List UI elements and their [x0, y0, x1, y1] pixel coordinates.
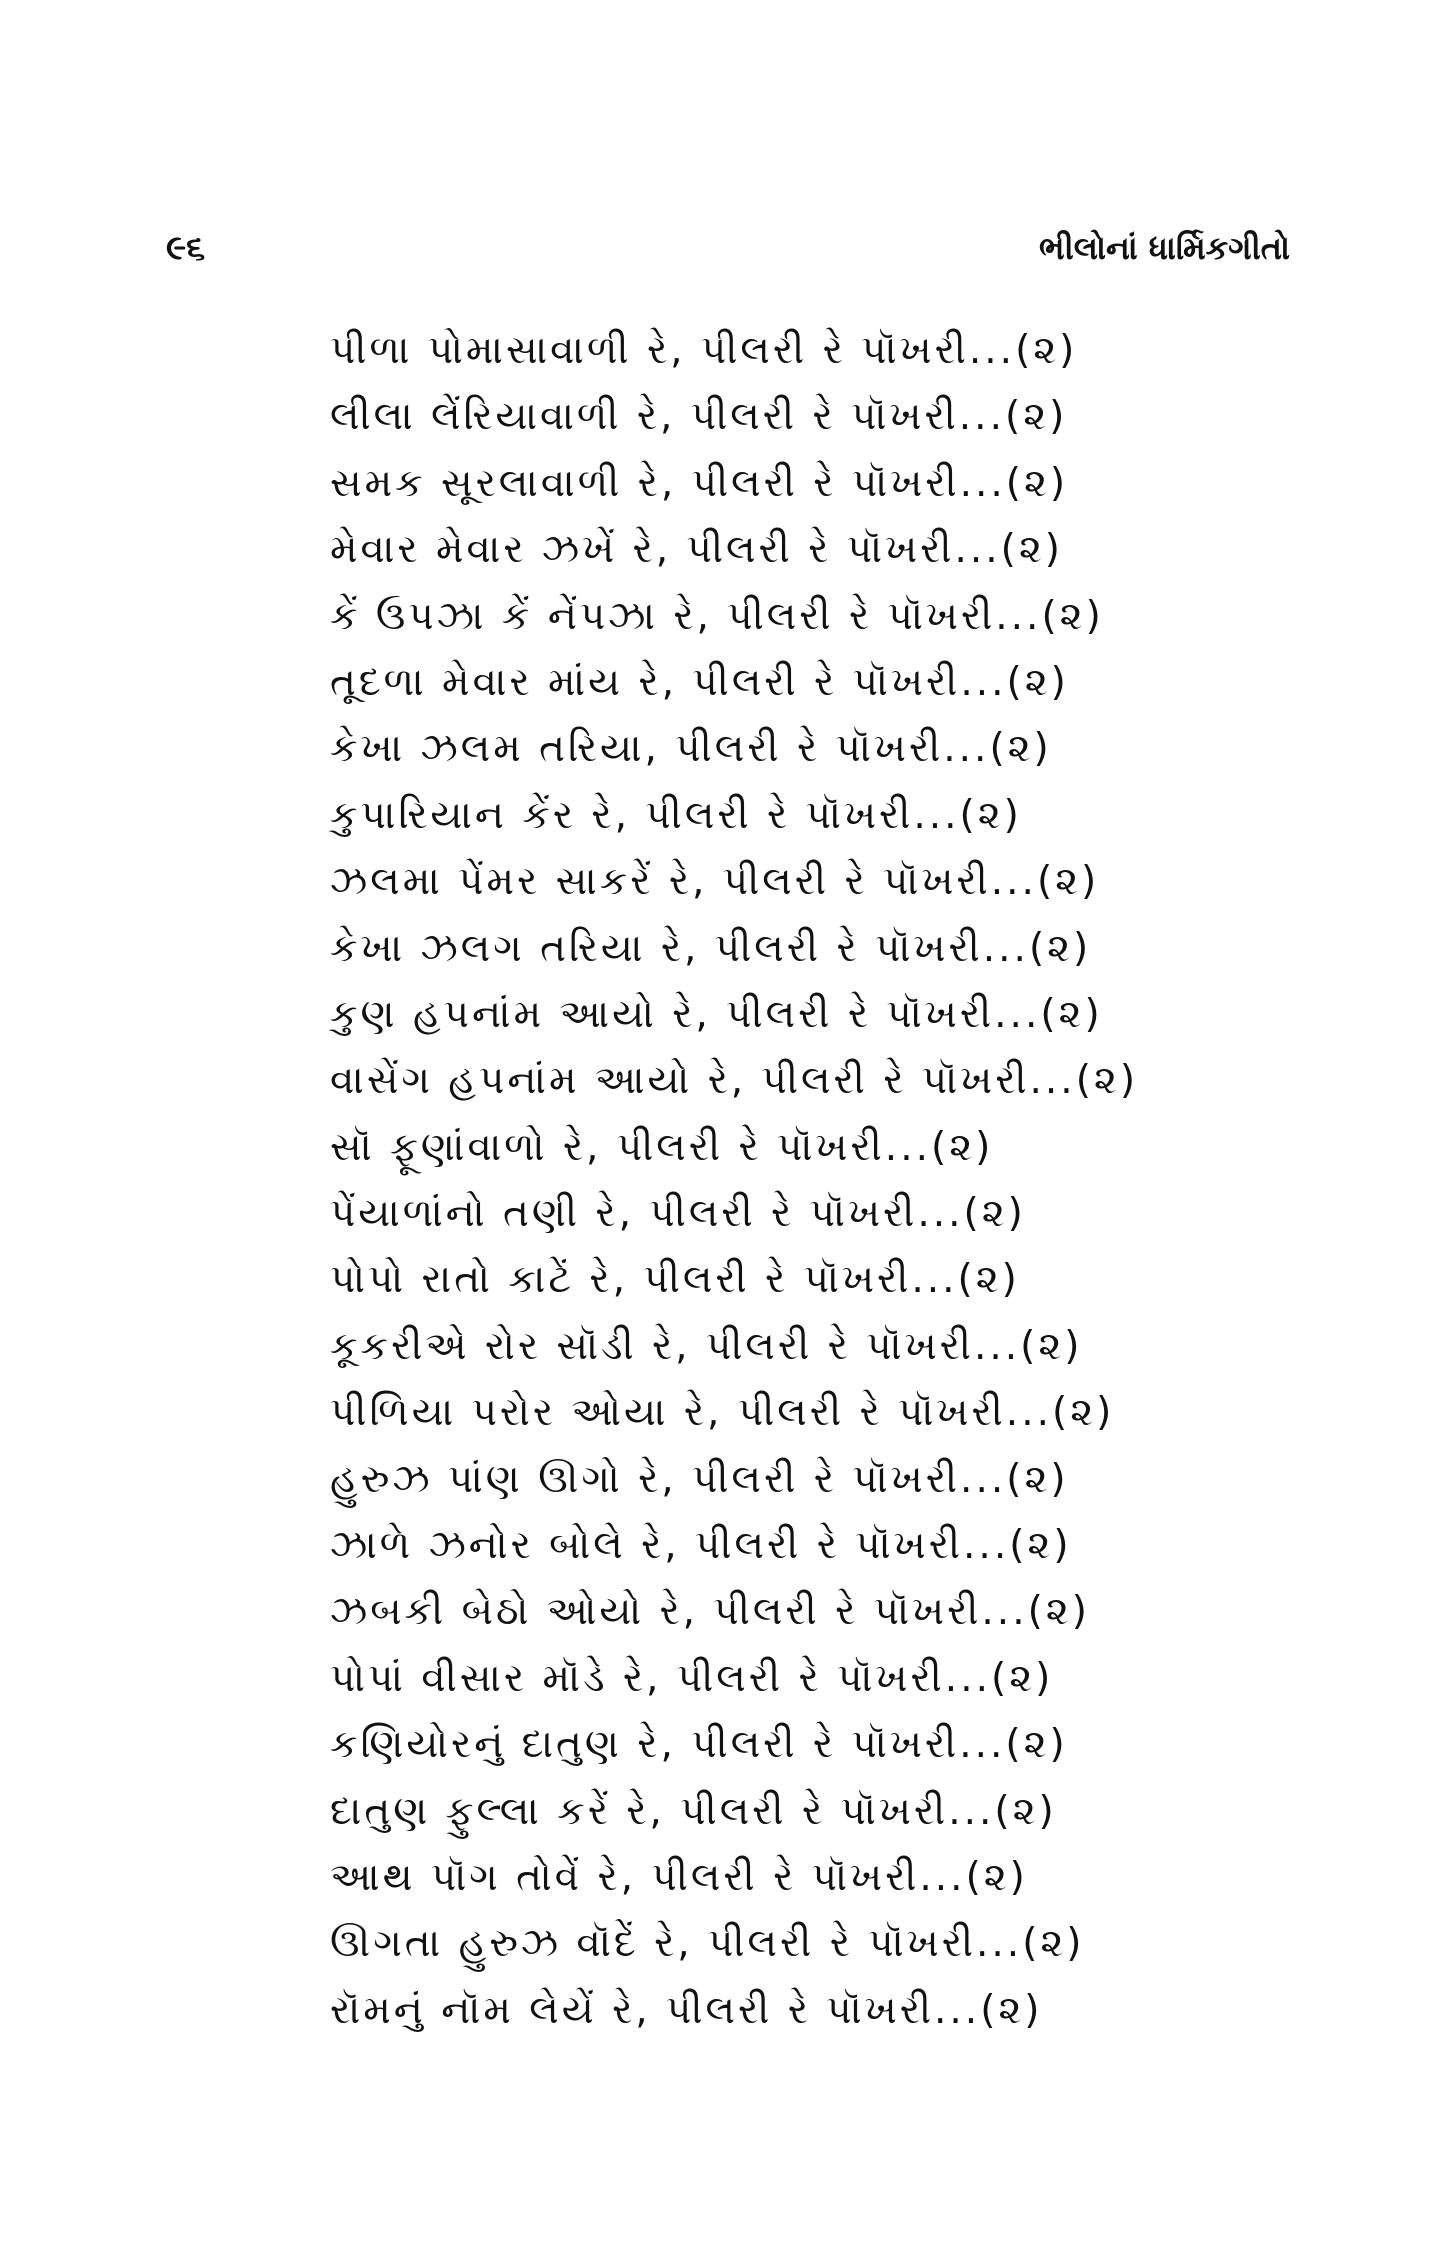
verse-line: કેખા ઝલગ તરિયા રે, પીલરી રે પૉખરી...(૨): [330, 925, 1092, 971]
verse-line: રૉમનું નૉમ લેયેં રે, પીલરી રે પૉખરી...(૨): [330, 1987, 1043, 2033]
verse-line: કણિયોરનું દાતુણ રે, પીલરી રે પૉખરી...(૨): [330, 1722, 1068, 1768]
verse-line: પીળા પોમાસાવાળી રે, પીલરી રે પૉખરી...(૨): [330, 328, 1078, 373]
verse-line: વાસેંગ હપનાંમ આયો રે, પીલરી રે પૉખરી...(૨): [330, 1058, 1139, 1104]
verse-line: કેં ઉપઝા કેં નેંપઝા રે, પીલરી રે પૉખરી...(૨): [330, 593, 1104, 639]
verse-line: દાતુણ ફુલ્લા કરેં રે, પીલરી રે પૉખરી...(૨): [330, 1788, 1057, 1834]
verse-line: તૂદળા મેવાર માંય રે, પીલરી રે પૉખરી...(૨): [330, 659, 1069, 705]
verse-line: મેવાર મેવાર ઝખેં રે, પીલરી રે પૉખરી...(૨): [330, 527, 1063, 573]
verse-line: ઝલમા પેંમર સાકરેં રે, પીલરી રે પૉખરી...(૨): [330, 859, 1100, 905]
verse-line: સૉ ફૂણાંવાળો રે, પીલરી રે પૉખરી...(૨): [330, 1124, 994, 1170]
verse-line: કેખા ઝલમ તરિયા, પીલરી રે પૉખરી...(૨): [330, 726, 1052, 772]
verse-line: પેંયાળાંનો તણી રે, પીલરી રે પૉખરી...(૨): [330, 1191, 1026, 1237]
verse-line: કુપારિયાન કેંર રે, પીલરી રે પૉખરી...(૨): [330, 792, 1022, 838]
verse-line: ઊગતા હુરુઝ વૉદેં રે, પીલરી રે પૉખરી...(૨): [330, 1921, 1085, 1967]
running-title: ભીલોનાં ધાર્મિકગીતો: [1039, 229, 1290, 267]
verse-line: પોપાં વીસાર મૉડે રે, પીલરી રે પૉખરી...(૨): [330, 1655, 1054, 1701]
verse-line: સમક સૂરલાવાળી રે, પીલરી રે પૉખરી...(૨): [330, 460, 1069, 506]
verse-line: ઝબકી બેઠો ઓયો રે, પીલરી રે પૉખરી...(૨): [330, 1589, 1090, 1635]
verse-line: કૂકરીએ રોર સૉડી રે, પીલરી રે પૉખરી...(૨): [330, 1323, 1083, 1369]
verse-list: [330, 318, 1150, 2044]
verse-line: પીળિયા પરોર ઓયા રે, પીલરી રે પૉખરી...(૨): [330, 1390, 1115, 1436]
verse-line: લીલા લેંરિયાવાળી રે, પીલરી રે પૉખરી...(૨): [330, 394, 1068, 440]
verse-line: હુરુઝ પાંણ ઊગો રે, પીલરી રે પૉખરી...(૨): [330, 1456, 1069, 1502]
verse-line: ઝાળે ઝનોર બોલે રે, પીલરી રે પૉખરી...(૨): [330, 1523, 1072, 1569]
verse-line: કુણ હપનાંમ આયો રે, પીલરી રે પૉખરી...(૨): [330, 991, 1103, 1037]
page-number: ૯૬: [166, 228, 206, 268]
verse-line: આથ પૉગ તોવેં રે, પીલરી રે પૉખરી...(૨): [330, 1854, 1028, 1900]
verse-line: પોપો રાતો કાટેં રે, પીલરી રે પૉખરી...(૨): [330, 1257, 1020, 1303]
